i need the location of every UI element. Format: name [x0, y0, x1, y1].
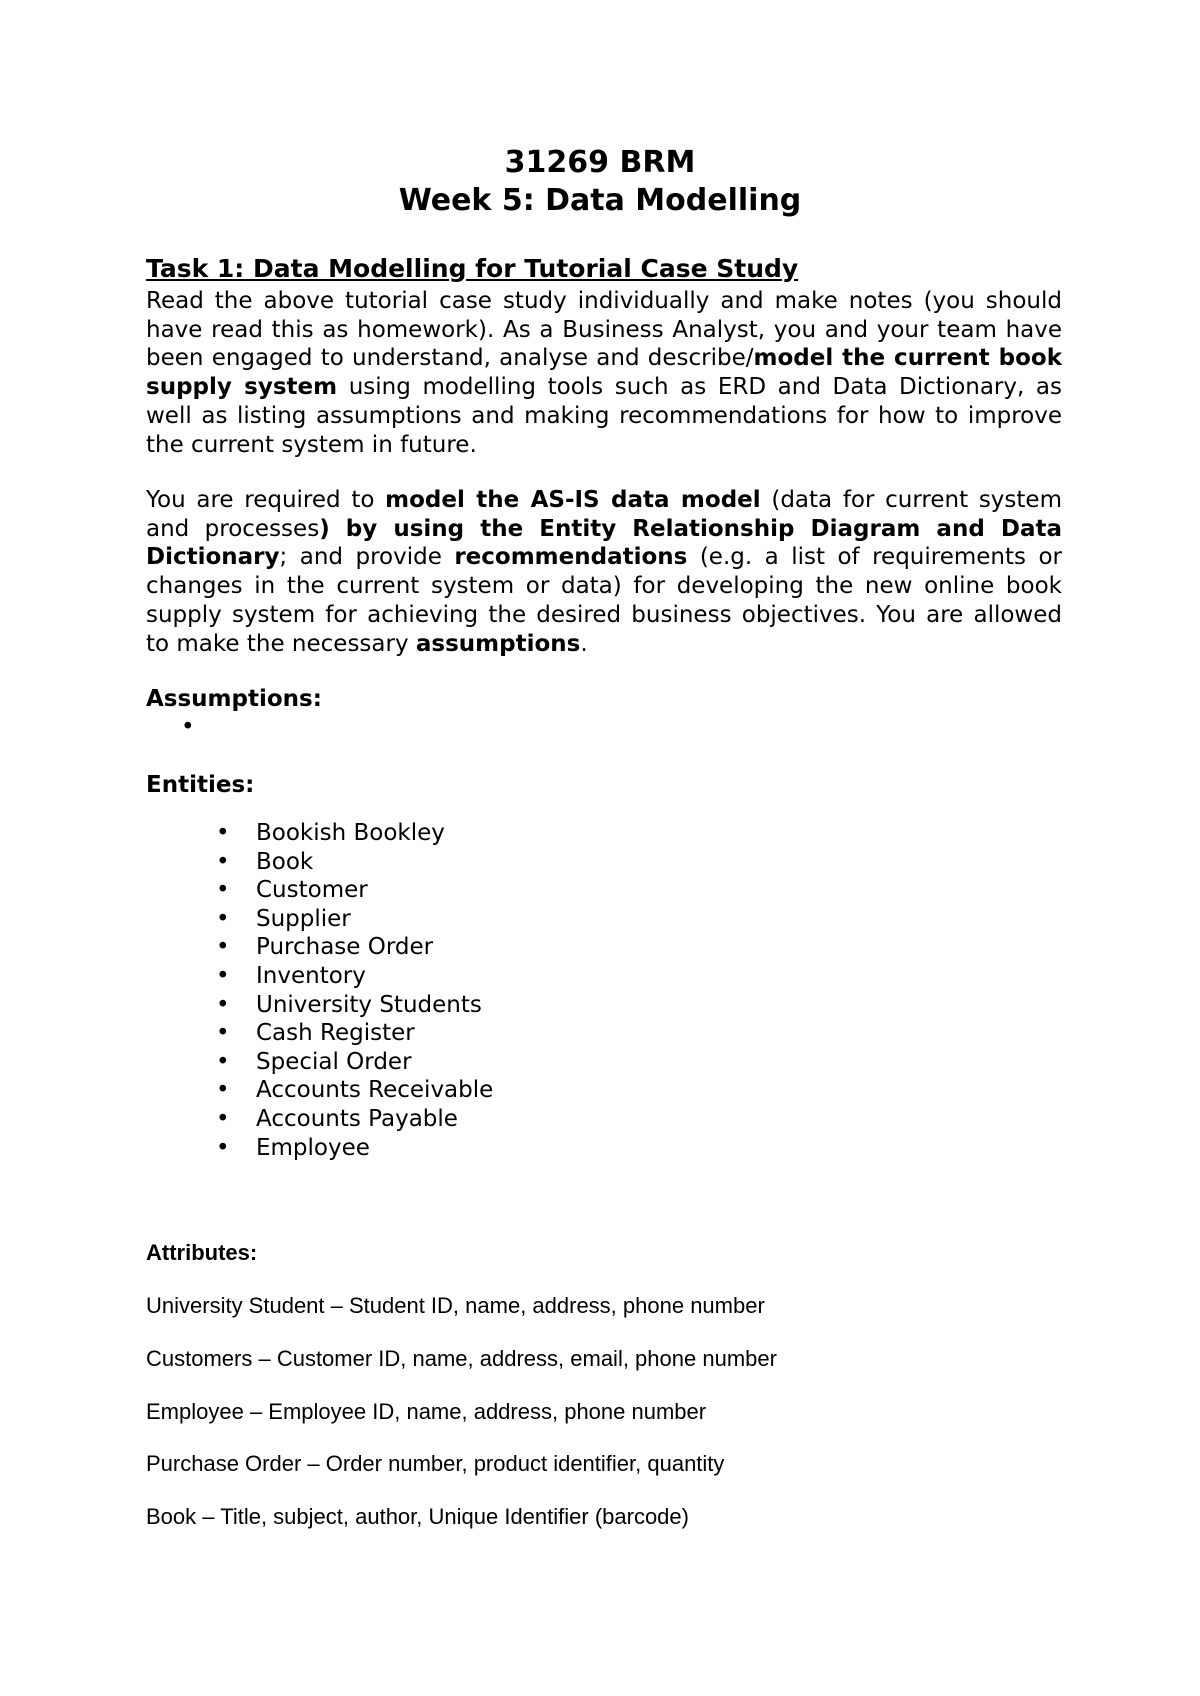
para1-bold-1: model the current book supply system: [146, 345, 1062, 401]
para2-bold-1: model the AS-IS data model: [385, 487, 761, 513]
bullet-icon: •: [216, 1077, 230, 1104]
para2-text-5: .: [580, 630, 588, 657]
assumptions-label: Assumptions:: [146, 686, 322, 712]
entity-name: Special Order: [256, 1048, 412, 1075]
entity-name: Cash Register: [256, 1020, 415, 1047]
course-title: 31269 BRM: [504, 145, 696, 180]
entity-name: Employee: [256, 1134, 370, 1161]
bullet-icon: •: [216, 820, 230, 846]
bullet-icon: •: [216, 1134, 230, 1161]
attributes-label: Attributes:: [146, 1240, 258, 1265]
bullet-icon: •: [216, 934, 230, 961]
entity-name: University Students: [256, 991, 482, 1018]
attribute-line: Purchase Order – Order number, product identifier, quantity: [146, 1451, 725, 1476]
attribute-line: Book – Title, subject, author, Unique Identifier (barcode): [146, 1504, 689, 1529]
attribute-line: University Student – Student ID, name, address, phone number: [146, 1293, 765, 1318]
entity-name: Supplier: [256, 905, 351, 932]
bullet-icon: •: [216, 1048, 230, 1075]
para2-bold-2: ) by using the Entity Relationship Diagram and Data Dictionary: [146, 515, 1062, 571]
bullet-icon: •: [216, 991, 230, 1018]
entities-label: Entities:: [146, 772, 255, 798]
para2-text-3: ; and provide: [279, 544, 455, 571]
bullet-icon: •: [216, 877, 230, 904]
entity-name: Purchase Order: [256, 934, 434, 961]
entity-name: Accounts Payable: [256, 1105, 458, 1132]
para2-bold-3: recommendations: [454, 544, 688, 571]
entity-name: Accounts Receivable: [256, 1077, 494, 1104]
para2-text-1: You are required to: [146, 487, 386, 513]
bullet-icon: •: [216, 962, 230, 989]
task-paragraph-2: [146, 486, 1062, 658]
entity-name: Book: [256, 848, 314, 875]
entity-name: Bookish Bookley: [256, 820, 445, 846]
bullet-icon: •: [216, 1020, 230, 1047]
attribute-line: Customers – Customer ID, name, address, email, phone number: [146, 1346, 777, 1371]
para2-text-2: (data for current system and processes: [146, 487, 1062, 542]
empty-bullet-icon: •: [181, 714, 195, 740]
attribute-line: Employee – Employee ID, name, address, phone number: [146, 1399, 707, 1424]
para1-text-2: using modelling tools such as ERD and Data Dictionary, as well as listing assumptions and making recommendations for how to improve the current system in future.: [146, 374, 1062, 458]
task-heading: Task 1: Data Modelling for Tutorial Case Study: [146, 254, 799, 283]
entity-name: Inventory: [256, 962, 366, 989]
para2-text-4: (e.g. a list of requirements or changes in the current system or data) for developing the new online book supply system for achieving the desired business objectives. You are allowed to make the necessary: [146, 544, 1063, 657]
entity-name: Customer: [256, 877, 368, 904]
task-paragraph-1: [146, 287, 1062, 459]
bullet-icon: •: [216, 1105, 230, 1132]
bullet-icon: •: [216, 905, 230, 932]
para1-text-1: Read the above tutorial case study individually and make notes (you should have read this as homework). As a Business Analyst, you and your team have been engaged to understand, analyse and describe/: [146, 288, 1062, 372]
para2-bold-4: assumptions: [415, 630, 581, 657]
page-title: Week 5: Data Modelling: [398, 183, 802, 218]
bullet-icon: •: [216, 848, 230, 875]
